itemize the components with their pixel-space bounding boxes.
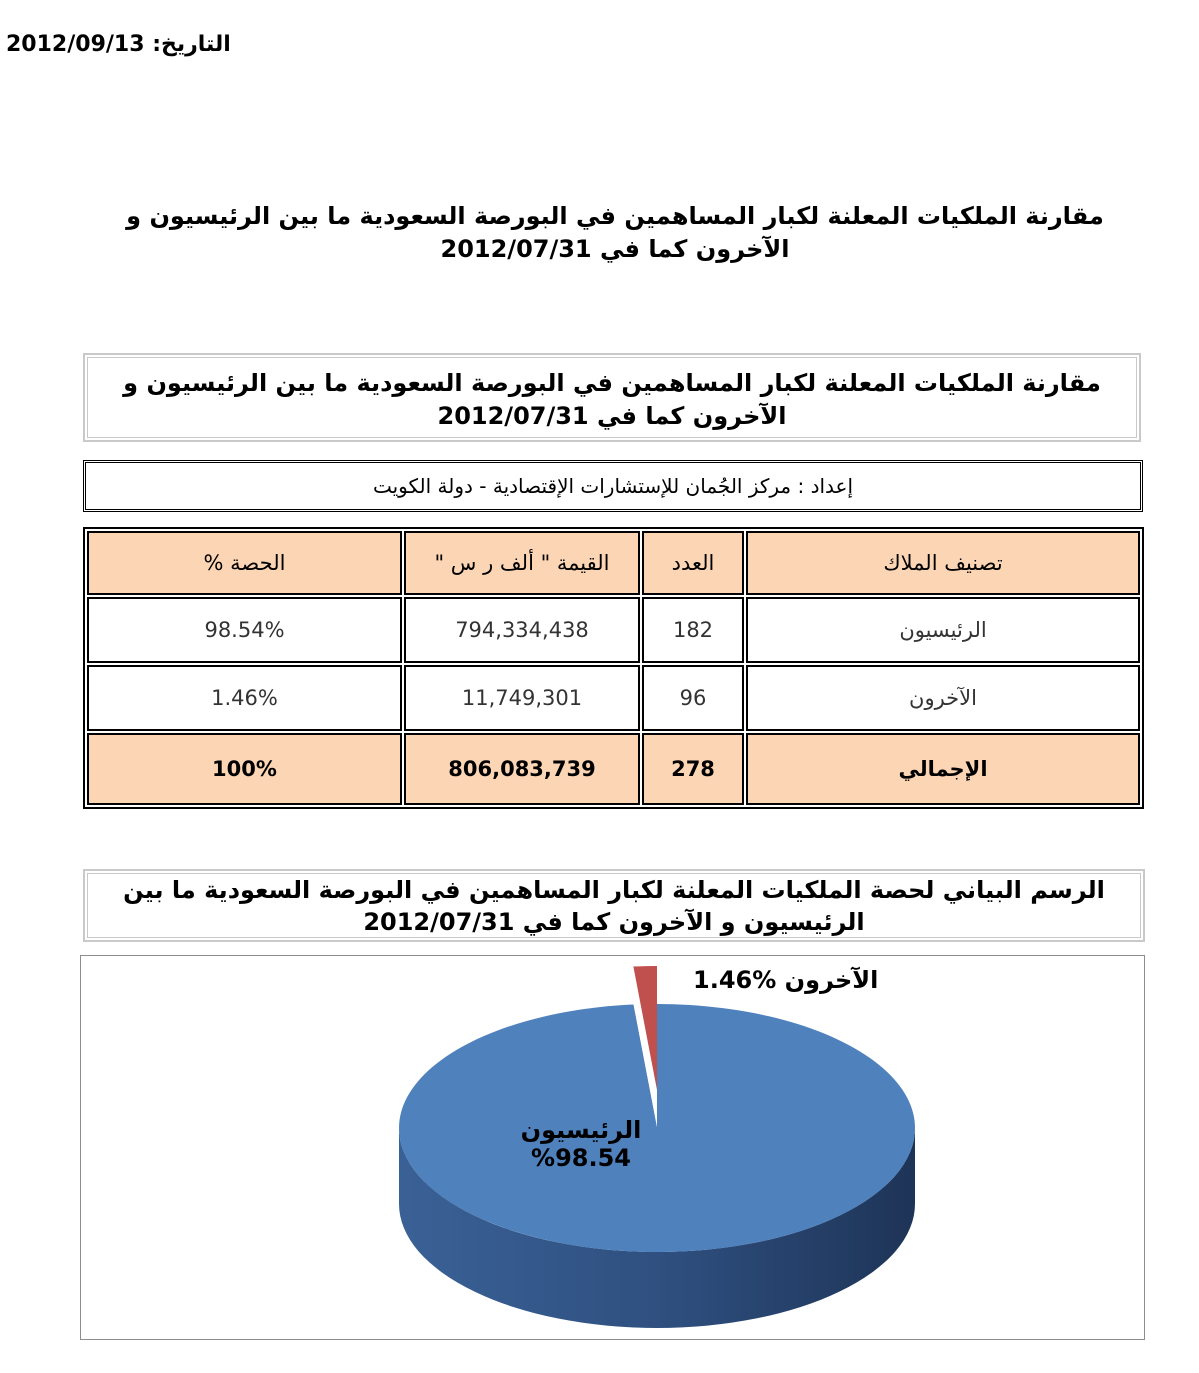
table-total-row bbox=[87, 733, 1140, 805]
date-label: التاريخ: bbox=[152, 32, 231, 57]
cell-count: 182 bbox=[642, 597, 744, 663]
chart-title-line2: الرئيسيون و الآخرون كما في 2012/07/31 bbox=[363, 908, 865, 936]
header-share: الحصة % bbox=[87, 531, 402, 595]
pie-label-main bbox=[481, 1116, 681, 1172]
table-title-box bbox=[83, 353, 1141, 442]
cell-value: 11,749,301 bbox=[404, 665, 640, 731]
pie-label-other-name: الآخرون bbox=[784, 966, 879, 994]
cell-count: 96 bbox=[642, 665, 744, 731]
cell-share: 98.54% bbox=[87, 597, 402, 663]
pie-label-other-value: %1.46 bbox=[693, 966, 777, 994]
date-value: 2012/09/13 bbox=[6, 32, 145, 57]
cell-share: 1.46% bbox=[87, 665, 402, 731]
prepared-by: إعداد : مركز الجُمان للإستشارات الإقتصادية - دولة الكويت bbox=[83, 460, 1143, 512]
table-row bbox=[87, 665, 1140, 731]
total-value: 806,083,739 bbox=[404, 733, 640, 805]
table-title-line1: مقارنة الملكيات المعلنة لكبار المساهمين في البورصة السعودية ما بين الرئيسيون و bbox=[123, 369, 1101, 397]
table-title-line2: الآخرون كما في 2012/07/31 bbox=[437, 402, 787, 430]
chart-title-line1: الرسم البياني لحصة الملكيات المعلنة لكبار المساهمين في البورصة السعودية ما بين bbox=[123, 876, 1105, 904]
pie-label-main-value: %98.54 bbox=[531, 1144, 631, 1172]
table-header-row bbox=[87, 531, 1140, 595]
pie-chart bbox=[80, 955, 1145, 1340]
header-value: القيمة " ألف ر س " bbox=[404, 531, 640, 595]
page-title-line1: مقارنة الملكيات المعلنة لكبار المساهمين في البورصة السعودية ما بين الرئيسيون و bbox=[126, 202, 1104, 230]
cell-owner-class: الآخرون bbox=[746, 665, 1140, 731]
pie-label-main-name: الرئيسيون bbox=[520, 1116, 642, 1144]
header-count: العدد bbox=[642, 531, 744, 595]
total-label: الإجمالي bbox=[746, 733, 1140, 805]
page-title bbox=[110, 200, 1120, 266]
total-share: 100% bbox=[87, 733, 402, 805]
cell-owner-class: الرئيسيون bbox=[746, 597, 1140, 663]
table-row bbox=[87, 597, 1140, 663]
chart-title-box bbox=[83, 869, 1145, 942]
ownership-table bbox=[83, 527, 1144, 809]
page-title-line2: الآخرون كما في 2012/07/31 bbox=[440, 235, 790, 263]
cell-value: 794,334,438 bbox=[404, 597, 640, 663]
header-owner-class: تصنيف الملاك bbox=[746, 531, 1140, 595]
total-count: 278 bbox=[642, 733, 744, 805]
report-date bbox=[6, 32, 231, 57]
pie-label-other bbox=[693, 966, 878, 994]
